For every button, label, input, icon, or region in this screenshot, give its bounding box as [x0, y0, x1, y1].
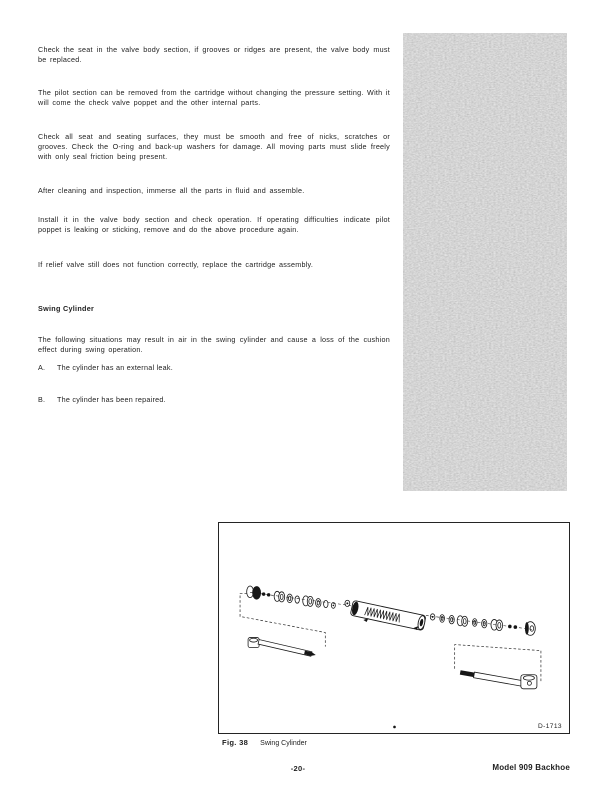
piston-cap [253, 587, 261, 600]
reference-dot [393, 726, 396, 729]
figure-label: Fig. 38 [222, 738, 249, 747]
cylinder-rod-left [248, 638, 316, 658]
body-paragraph: Check all seat and seating surfaces, they must be smooth and free of nicks, scratches or grooves. Check the O-ring and back-up washers for damage. All moving parts must slide freely with only seal friction being present. [38, 132, 390, 162]
book-title: Model 909 Backhoe [492, 763, 570, 772]
cylinder-barrel [350, 600, 426, 630]
swing-cylinder-exploded-diagram [219, 523, 569, 733]
page-number: -20- [290, 764, 306, 773]
list-item-text: The cylinder has been repaired. [57, 395, 166, 404]
figure-frame [218, 522, 570, 734]
scanned-photo-texture [403, 33, 567, 491]
list-item-text: The cylinder has an external leak. [57, 363, 173, 372]
body-paragraph: If relief valve still does not function correctly, replace the cartridge assembly. [38, 260, 314, 270]
list-item [38, 363, 390, 373]
figure-caption [222, 738, 307, 747]
halftone-noise [403, 33, 567, 491]
list-item-letter: A. [38, 363, 46, 372]
body-paragraph: Check the seat in the valve body section, if grooves or ridges are present, the valve body must be replaced. [38, 45, 390, 65]
section-heading: Swing Cylinder [38, 304, 95, 313]
list-item [38, 395, 390, 405]
body-paragraph: After cleaning and inspection, immerse all the parts in fluid and assemble. [38, 186, 305, 196]
figure-caption-text: Swing Cylinder [260, 740, 307, 747]
drawing-number: D-1713 [537, 723, 562, 730]
body-paragraph: The pilot section can be removed from the cartridge without changing the pressure setting. With it will come the check valve poppet and the other internal parts. [38, 88, 390, 108]
list-item-letter: B. [38, 395, 46, 404]
section-intro: The following situations may result in air in the swing cylinder and cause a loss of the cushion effect during swing operation. [38, 335, 390, 355]
cylinder-rod-right [460, 670, 537, 689]
body-paragraph: Install it in the valve body section and check operation. If operating difficulties indicate pilot poppet is leaking or sticking, remove and do the above procedure again. [38, 215, 390, 235]
